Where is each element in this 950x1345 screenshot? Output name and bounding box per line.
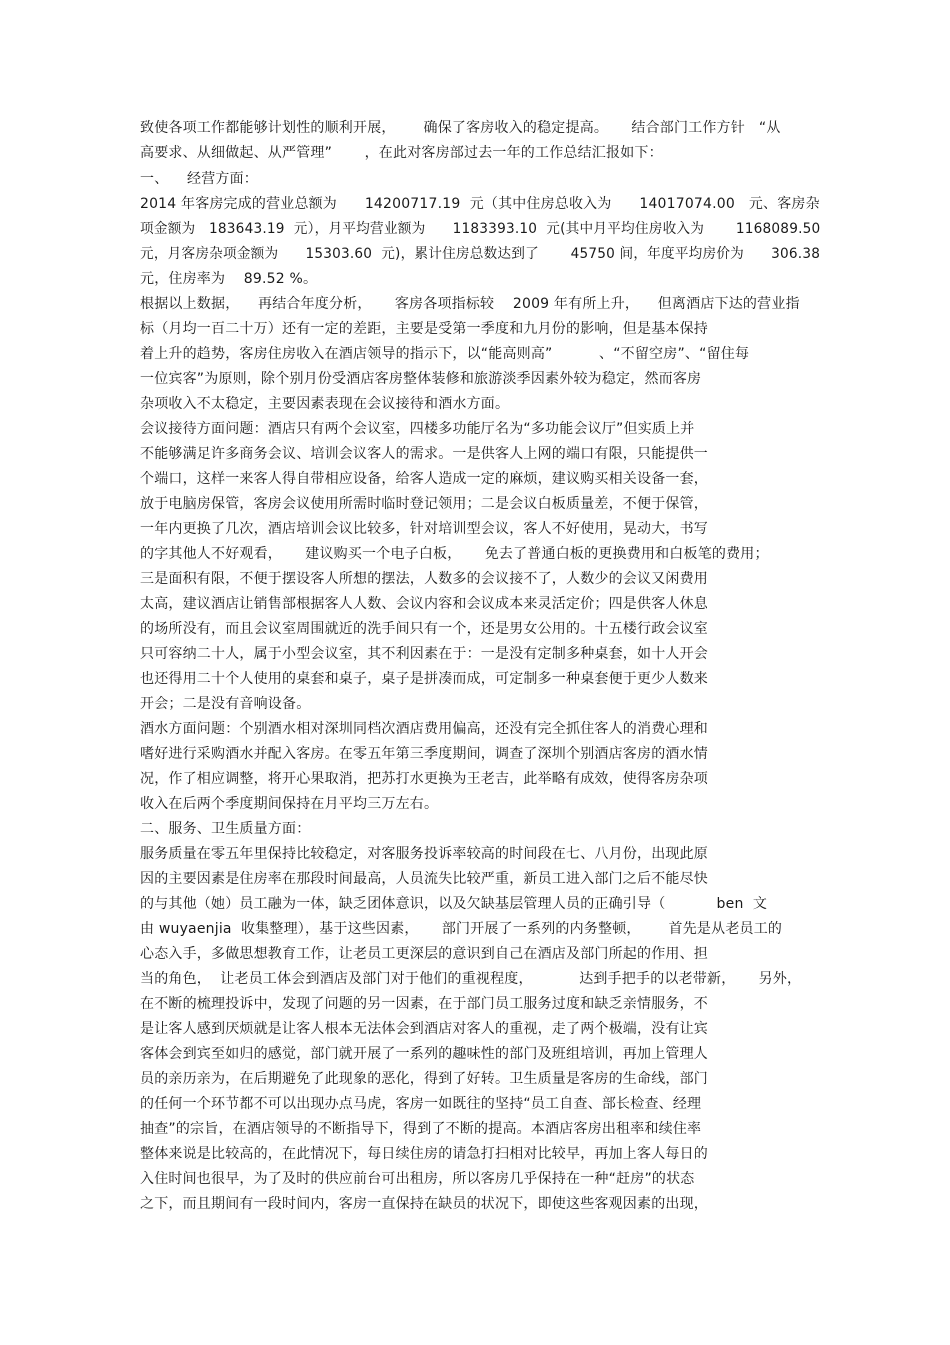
text-line: 服务质量在零五年里保持比较稳定，对客服务投诉率较高的时间段在七、八月份，出现此原 [140, 846, 708, 862]
text-line: 是让客人感到厌烦就是让客人根本无法体会到酒店对客人的重视，走了两个极端，没有让宾 [140, 1021, 708, 1037]
text-line: 入住时间也很早，为了及时的供应前台可出租房，所以客房几乎保持在一种“赶房”的状态 [140, 1171, 695, 1187]
text-line: 标（月均一百二十万）还有一定的差距，主要是受第一季度和九月份的影响，但是基本保持 [140, 321, 708, 337]
text-line: 也还得用二十个人使用的桌套和桌子，桌子是拼凑而成，可定制多一种桌套便于更少人数来 [140, 671, 708, 687]
text-line: 高要求、从细做起、从严管理” ，在此对客房部过去一年的工作总结汇报如下： [140, 145, 663, 161]
text-line: 员的亲历亲为，在后期避免了此现象的恶化，得到了好转。卫生质量是客房的生命线，部门 [140, 1071, 708, 1087]
text-line: 在不断的梳理投诉中，发现了问题的另一因素，在于部门员工服务过度和缺乏亲情服务，不 [140, 996, 708, 1012]
text-line: 项金额为 183643.19 元），月平均营业额为 1183393.10 元(其中月平均住房收入为 1168089.50 [140, 221, 821, 237]
text-line: 会议接待方面问题：酒店只有两个会议室，四楼多功能厅名为“多功能会议厅”但实质上并 [140, 421, 695, 437]
text-line: 嗜好进行采购酒水并配入客房。在零五年第三季度期间，调查了深圳个别酒店客房的酒水情 [140, 746, 708, 762]
text-line: 杂项收入不太稳定，主要因素表现在会议接待和酒水方面。 [140, 396, 510, 412]
text-line: 一年内更换了几次，酒店培训会议比较多，针对培训型会议，客人不好使用，晃动大，书写 [140, 521, 708, 537]
text-line: 的字其他人不好观看， 建议购买一个电子白板， 免去了普通白板的更换费用和白板笔的费用； [140, 546, 769, 562]
text-line: 放于电脑房保管，客房会议使用所需时临时登记领用；二是会议白板质量差，不便于保管， [140, 496, 708, 512]
text-line: 只可容纳二十人，属于小型会议室，其不利因素在于：一是没有定制多种桌套，如十人开会 [140, 646, 708, 662]
text-line: 的任何一个环节都不可以出现办点马虎，客房一如既往的坚持“员工自查、部长检查、经理 [140, 1096, 702, 1112]
section-heading: 二、服务、卫生质量方面： [140, 821, 311, 837]
text-line: 收入在后两个季度期间保持在月平均三万左右。 [140, 796, 439, 812]
text-line: 整体来说是比较高的，在此情况下，每日续住房的请急打扫相对比较早，再加上客人每日的 [140, 1146, 708, 1162]
text-line: 个端口，这样一来客人得自带相应设备，给客人造成一定的麻烦，建议购买相关设备一套， [140, 471, 708, 487]
text-line: 抽查”的宗旨，在酒店领导的不断指导下，得到了不断的提高。本酒店客房出租率和续住率 [140, 1121, 702, 1137]
text-line: 三是面积有限，不便于摆设客人所想的摆法，人数多的会议接不了，人数少的会议又闲费用 [140, 571, 708, 587]
text-line: 着上升的趋势，客房住房收入在酒店领导的指示下，以“能高则高” 、“不留空房”、“留住每 [140, 346, 750, 362]
text-line: 之下，而且期间有一段时间内，客房一直保持在缺员的状况下，即使这些客观因素的出现， [140, 1196, 708, 1212]
text-line: 不能够满足许多商务会议、培训会议客人的需求。一是供客人上网的端口有限，只能提供一 [140, 446, 708, 462]
text-line: 开会；二是没有音响设备。 [140, 696, 311, 712]
text-line: 致使各项工作都能够计划性的顺利开展， 确保了客房收入的稳定提高。 结合部门工作方针 “从 [140, 120, 781, 136]
text-line: 的场所没有，而且会议室周围就近的洗手间只有一个，还是男女公用的。十五楼行政会议室 [140, 621, 708, 637]
text-line: 客体会到宾至如归的感觉，部门就开展了一系列的趣味性的部门及班组培训，再加上管理人 [140, 1046, 708, 1062]
text-line: 元，月客房杂项金额为 15303.60 元)，累计住房总数达到了 45750 间，年度平均房价为 306.38 [140, 246, 821, 262]
text-line: 2014 年客房完成的营业总额为 14200717.19 元（其中住房总收入为 14017074.00 元、客房杂 [140, 196, 820, 212]
text-line: 况，作了相应调整，将开心果取消，把苏打水更换为王老吉，此举略有成效，使得客房杂项 [140, 771, 708, 787]
text-line: 由 wuyaenjia 收集整理），基于这些因素， 部门开展了一系列的内务整顿， 首先是从老员工的 [140, 921, 783, 937]
text-line: 酒水方面问题：个别酒水相对深圳同档次酒店费用偏高，还没有完全抓住客人的消费心理和 [140, 721, 708, 737]
text-line: 太高，建议酒店让销售部根据客人人数、会议内容和会议成本来灵活定价；四是供客人休息 [140, 596, 708, 612]
section-heading: 一、 经营方面： [140, 171, 259, 187]
text-line: 当的角色， 让老员工体会到酒店及部门对于他们的重视程度， 达到手把手的以老带新， 另外， [140, 971, 802, 987]
text-line: 心态入手，多做思想教育工作，让老员工更深层的意识到自己在酒店及部门所起的作用、担 [140, 946, 708, 962]
text-line: 的与其他（她）员工融为一体，缺乏团体意识，以及欠缺基层管理人员的正确引导（ ben 文 [140, 896, 768, 912]
text-line: 根据以上数据， 再结合年度分析， 客房各项指标较 2009 年有所上升， 但离酒店下达的营业指 [140, 296, 800, 312]
text-line: 一位宾客”为原则，除个别月份受酒店客房整体装修和旅游淡季因素外较为稳定，然而客房 [140, 371, 702, 387]
text-line: 因的主要因素是住房率在那段时间最高，人员流失比较严重，新员工进入部门之后不能尽快 [140, 871, 708, 887]
text-line: 元，住房率为 89.52 %。 [140, 271, 318, 287]
